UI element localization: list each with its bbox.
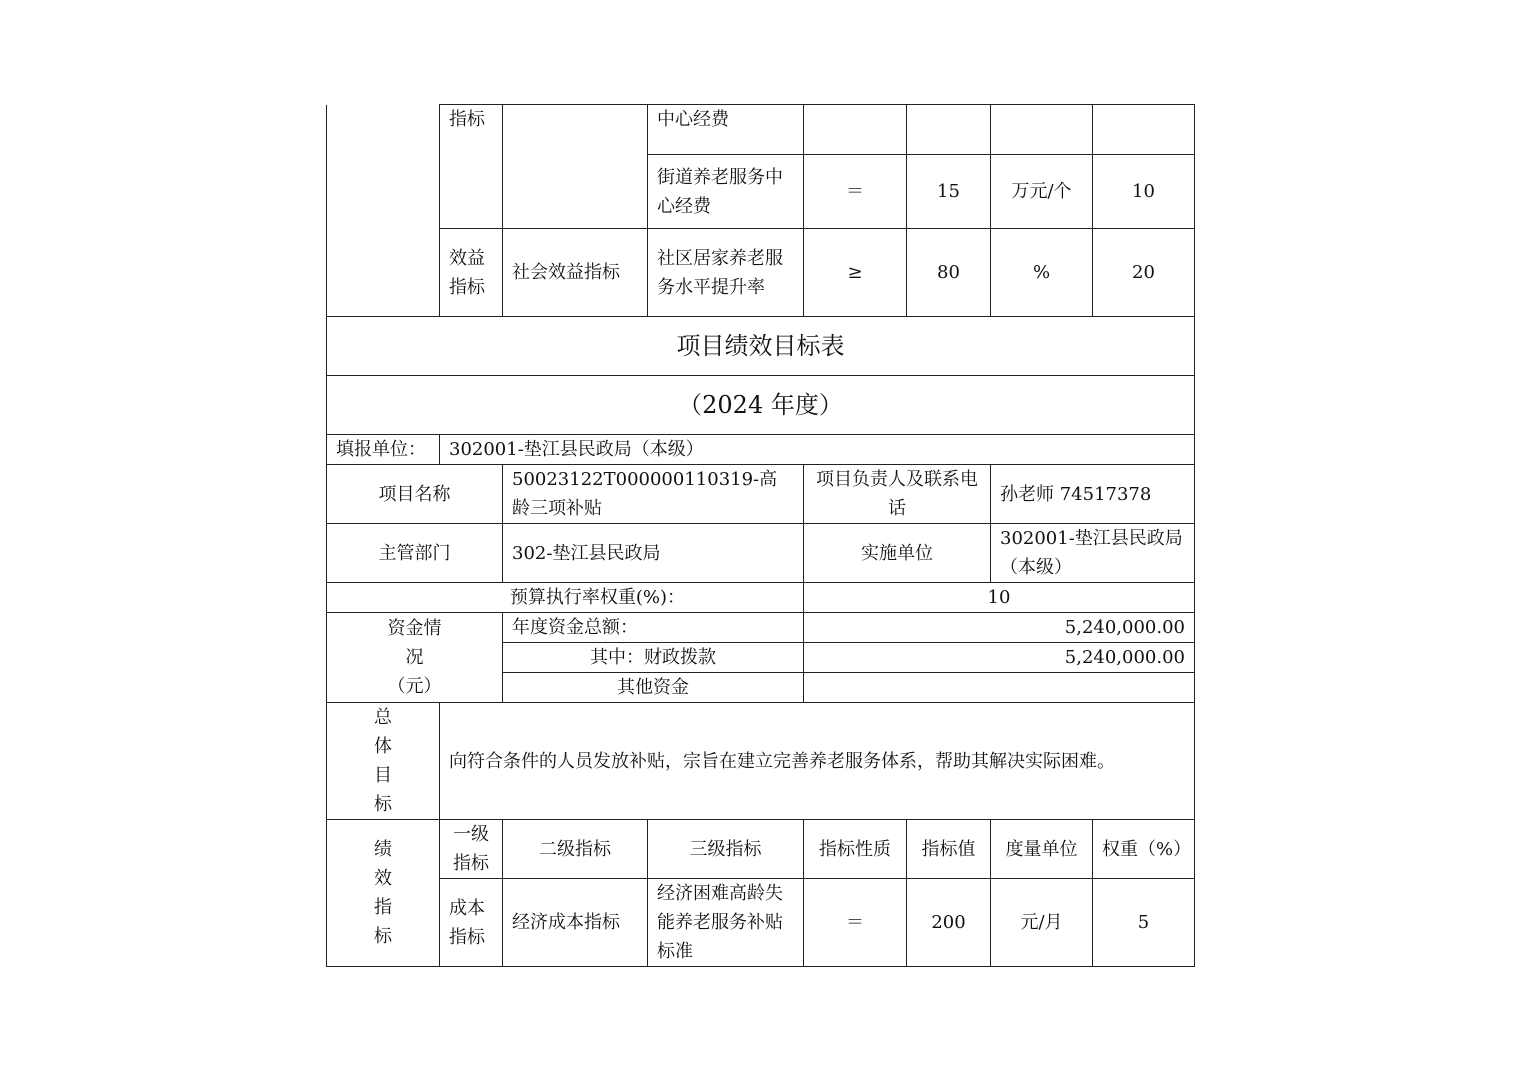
annual-total-value: 5,240,000.00 <box>804 613 1195 643</box>
reporting-unit-row <box>327 435 1195 465</box>
indicator-level2-cell: 经济成本指标 <box>503 879 648 967</box>
indicator-level1-cell: 成本指标 <box>440 879 503 967</box>
row3-level3-cell: 社区居家养老服务水平提升率 <box>648 229 804 317</box>
overall-goal-text: 向符合条件的人员发放补贴，宗旨在建立完善养老服务体系，帮助其解决实际困难。 <box>440 703 1195 820</box>
row2-weight-cell: 10 <box>1093 155 1195 229</box>
contact-value: 孙老师 74517378 <box>991 465 1195 524</box>
project-name-label: 项目名称 <box>327 465 503 524</box>
indicator-section-label: 绩效指标 <box>327 820 440 967</box>
row3-nature-cell: ≥ <box>804 229 907 317</box>
continued-section-cell <box>327 105 440 317</box>
indicator-value-cell: 200 <box>907 879 991 967</box>
indicator-header-row <box>327 820 1195 879</box>
implementer-value: 302001-垫江县民政局（本级） <box>991 524 1195 583</box>
overall-goal-row <box>327 703 1195 820</box>
budget-weight-value: 10 <box>804 583 1195 613</box>
reporting-unit-value: 302001-垫江县民政局（本级） <box>440 435 1195 465</box>
row2-unit-cell: 万元/个 <box>991 155 1093 229</box>
row2-value-cell: 15 <box>907 155 991 229</box>
department-row <box>327 524 1195 583</box>
continued-row-3 <box>327 229 1195 317</box>
funds-label: 资金情况（元） <box>327 613 503 703</box>
header-level2: 二级指标 <box>503 820 648 879</box>
contact-label: 项目负责人及联系电话 <box>804 465 991 524</box>
funds-total-row <box>327 613 1195 643</box>
page-title: 项目绩效目标表 <box>327 317 1195 376</box>
header-unit: 度量单位 <box>991 820 1093 879</box>
continued-row-1 <box>327 105 1195 155</box>
indicator-nature-cell: ＝ <box>804 879 907 967</box>
fiscal-label: 其中：财政拨款 <box>503 643 804 673</box>
implementer-label: 实施单位 <box>804 524 991 583</box>
performance-target-table <box>326 104 1195 967</box>
indicator-level3-cell: 经济困难高龄失能养老服务补贴标准 <box>648 879 804 967</box>
header-level1: 一级指标 <box>440 820 503 879</box>
continued-level1-cell: 指标 <box>440 105 503 229</box>
project-name-value: 50023122T000000110319-高龄三项补贴 <box>503 465 804 524</box>
table-row <box>327 879 1195 967</box>
indicator-unit-cell: 元/月 <box>991 879 1093 967</box>
continued-value-cell <box>907 105 991 155</box>
budget-weight-row <box>327 583 1195 613</box>
header-level3: 三级指标 <box>648 820 804 879</box>
fiscal-value: 5,240,000.00 <box>804 643 1195 673</box>
year-row <box>327 376 1195 435</box>
continued-level2-cell <box>503 105 648 229</box>
row2-nature-cell: ＝ <box>804 155 907 229</box>
row3-level2-cell: 社会效益指标 <box>503 229 648 317</box>
continued-weight-cell <box>1093 105 1195 155</box>
year-subtitle: （2024 年度） <box>327 376 1195 435</box>
row3-weight-cell: 20 <box>1093 229 1195 317</box>
header-value: 指标值 <box>907 820 991 879</box>
department-label: 主管部门 <box>327 524 503 583</box>
row3-value-cell: 80 <box>907 229 991 317</box>
continued-level3-cell: 中心经费 <box>648 105 804 155</box>
budget-weight-label: 预算执行率权重(%)： <box>327 583 804 613</box>
indicator-weight-cell: 5 <box>1093 879 1195 967</box>
row3-level1-cell: 效益指标 <box>440 229 503 317</box>
other-funds-label: 其他资金 <box>503 673 804 703</box>
row2-level3-cell: 街道养老服务中心经费 <box>648 155 804 229</box>
row3-unit-cell: % <box>991 229 1093 317</box>
continued-unit-cell <box>991 105 1093 155</box>
continued-nature-cell <box>804 105 907 155</box>
header-weight: 权重（%） <box>1093 820 1195 879</box>
overall-goal-label: 总体目标 <box>327 703 440 820</box>
project-name-row <box>327 465 1195 524</box>
reporting-unit-label: 填报单位： <box>327 435 440 465</box>
annual-total-label: 年度资金总额： <box>503 613 804 643</box>
header-nature: 指标性质 <box>804 820 907 879</box>
title-row <box>327 317 1195 376</box>
other-funds-value <box>804 673 1195 703</box>
department-value: 302-垫江县民政局 <box>503 524 804 583</box>
